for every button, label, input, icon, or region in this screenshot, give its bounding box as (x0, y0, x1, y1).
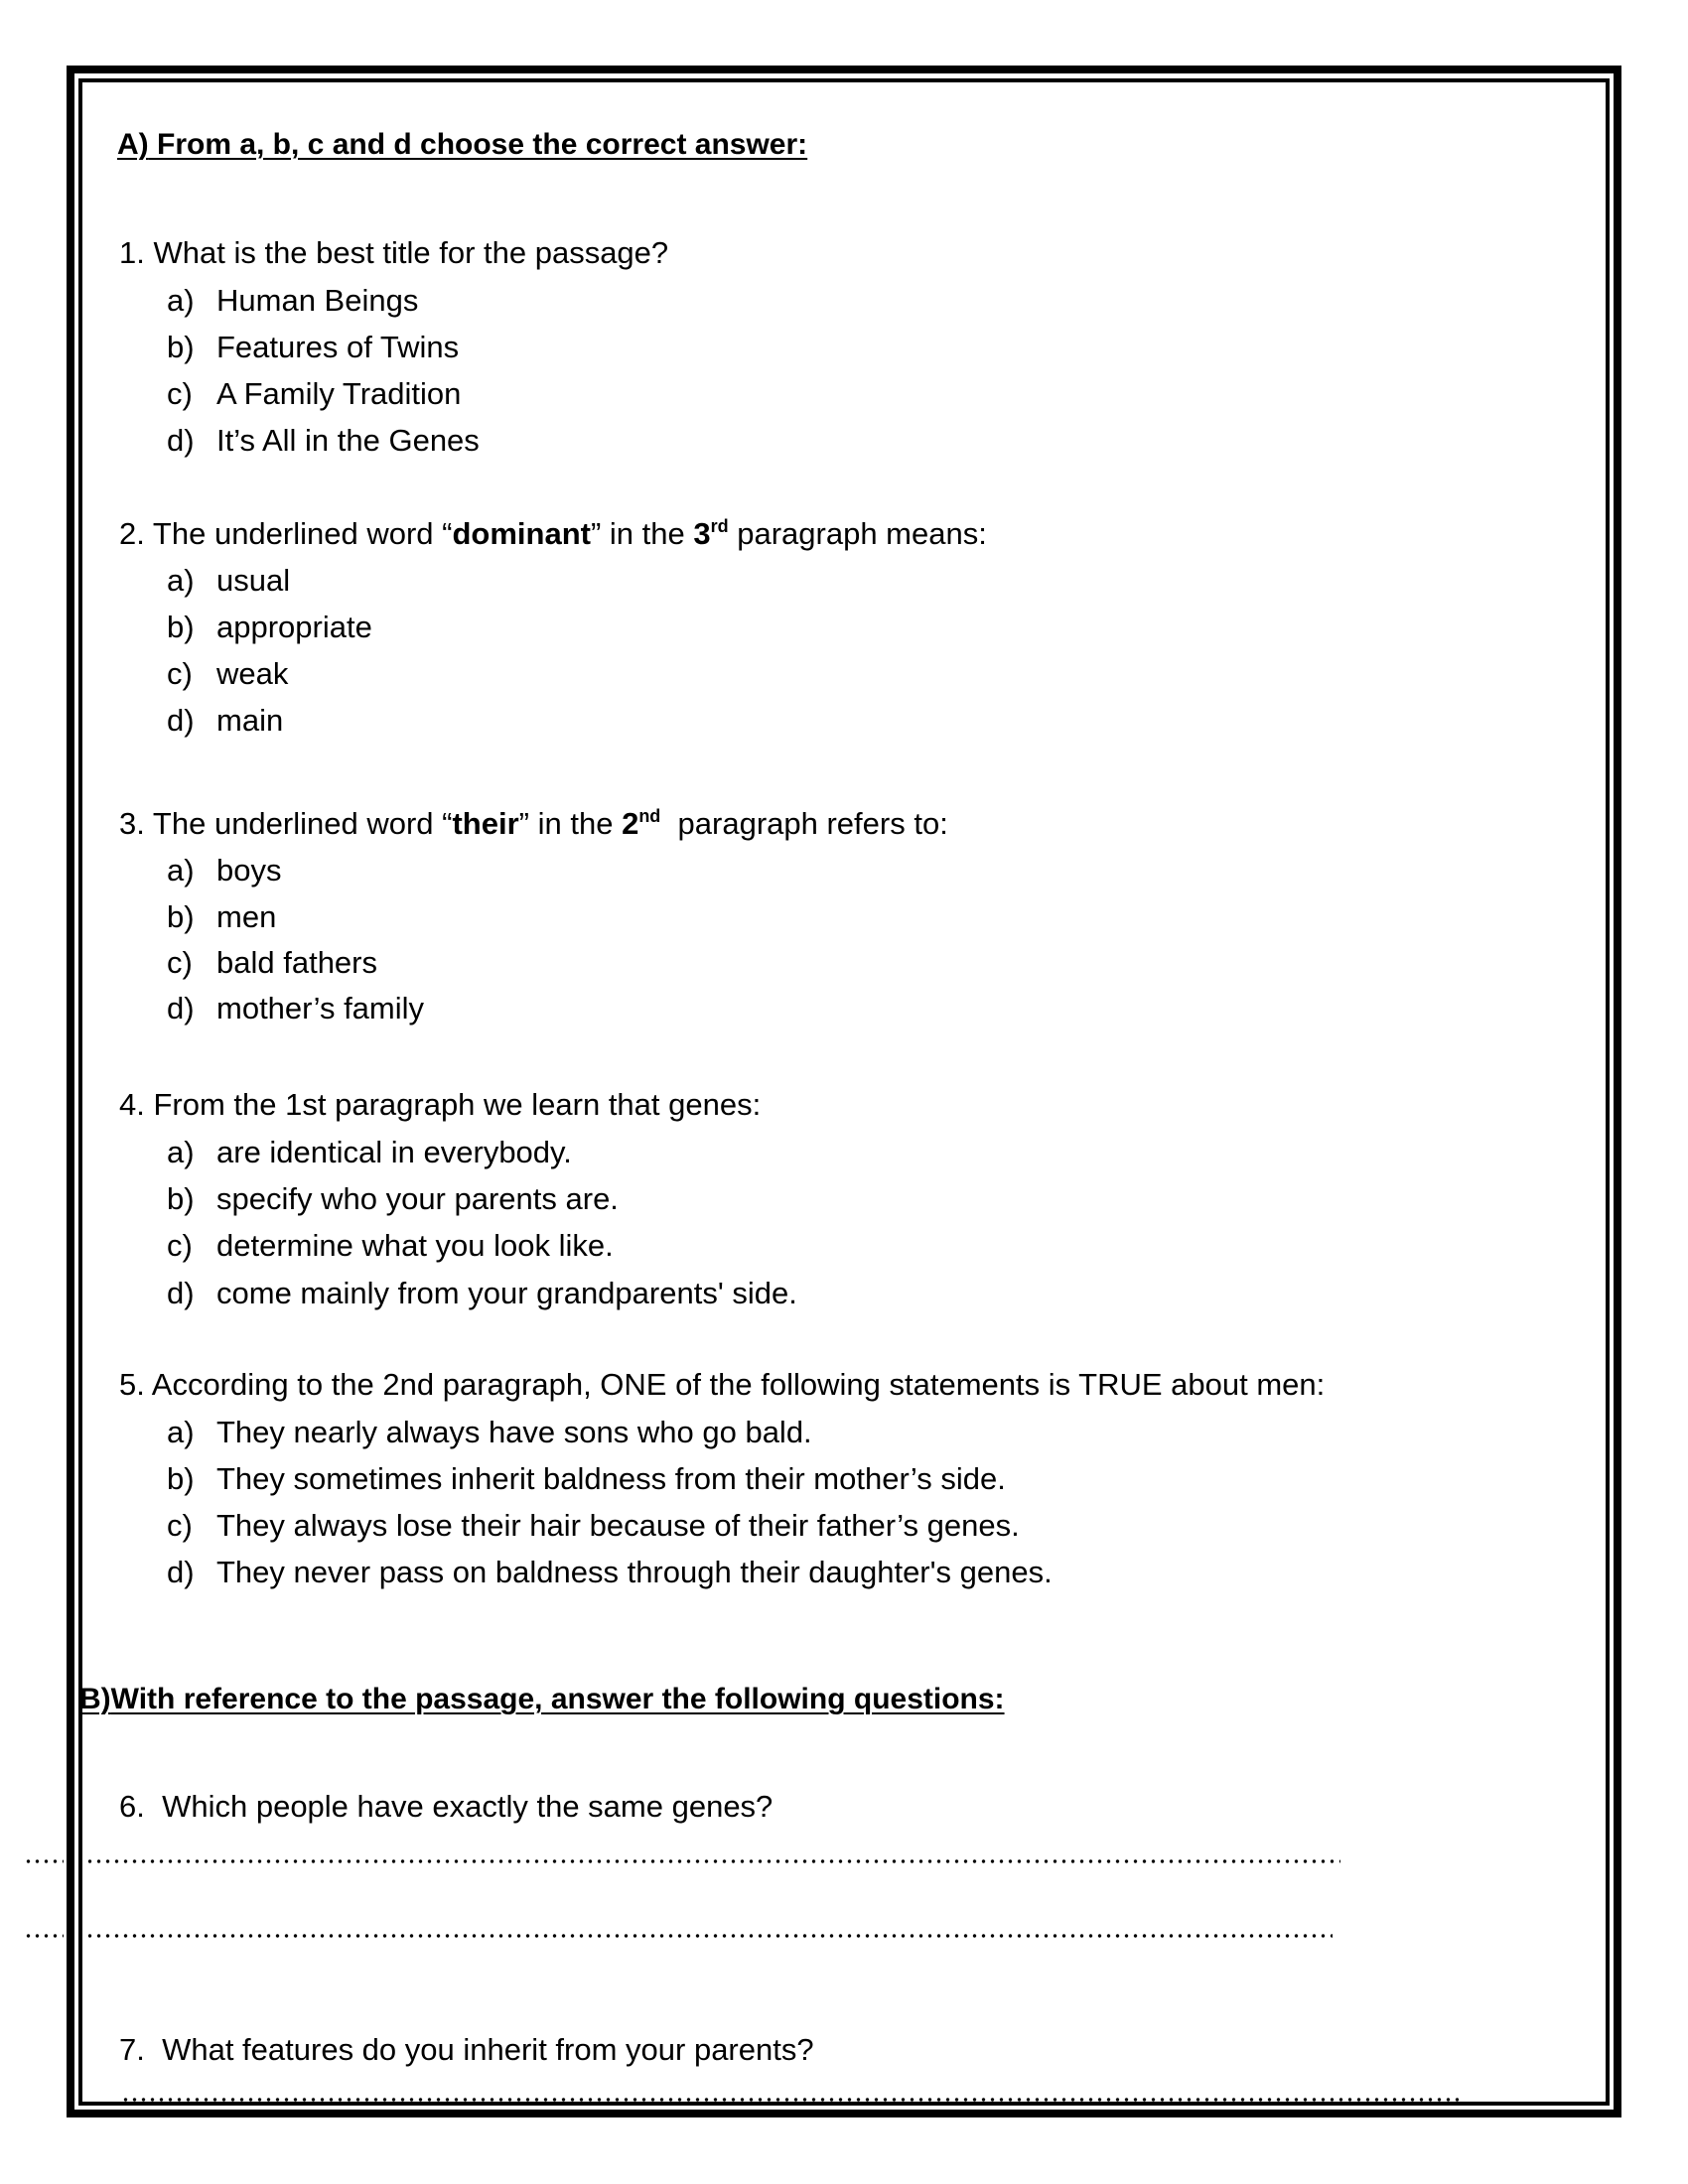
question-number: 7. (119, 2032, 145, 2067)
ordinal-number: 2 (622, 806, 639, 841)
option-text: bald fathers (216, 945, 377, 980)
question-text: ” in the (590, 516, 694, 551)
question-7-stem (119, 2032, 814, 2068)
answer-line-6-2[interactable] (85, 1934, 1333, 1938)
ordinal-suffix: rd (710, 516, 729, 536)
question-text: Which people have exactly the same genes? (162, 1789, 774, 1824)
option-text: usual (216, 563, 291, 598)
answer-line-6-2-margin (24, 1934, 64, 1938)
option-text: They nearly always have sons who go bald. (216, 1415, 812, 1449)
option-letter: c) (167, 656, 193, 691)
option-letter: a) (167, 283, 195, 318)
question-number: 1. (119, 235, 145, 270)
target-word: dominant (452, 516, 591, 551)
question-text: paragraph means: (728, 516, 987, 551)
question-text: According to the 2nd paragraph, ONE of the following statements is TRUE about men: (151, 1367, 1326, 1402)
option-text: weak (216, 656, 289, 691)
section-a-heading (117, 127, 807, 163)
question-number: 2. (119, 516, 145, 551)
option-text: come mainly from your grandparents' side. (216, 1276, 797, 1310)
question-text: From the 1st paragraph we learn that genes: (153, 1087, 762, 1122)
question-text: ” in the (518, 806, 623, 841)
option-text: mother’s family (216, 991, 425, 1025)
section-b-heading (79, 1682, 1005, 1717)
question-4-stem (119, 1087, 761, 1123)
option-text: A Family Tradition (216, 376, 462, 411)
section-b-title: With reference to the passage, answer the following questions: (110, 1683, 1005, 1715)
question-text: The underlined word “ (152, 806, 453, 841)
option-letter: b) (167, 330, 195, 364)
option-text: Human Beings (216, 283, 419, 318)
question-text: paragraph refers to: (660, 806, 948, 841)
question-text: What features do you inherit from your parents? (162, 2032, 814, 2067)
question-number: 4. (119, 1087, 145, 1122)
option-letter: a) (167, 563, 195, 598)
ordinal-number: 3 (693, 516, 711, 551)
option-text: men (216, 899, 277, 934)
option-text: They always lose their hair because of their father’s genes. (216, 1508, 1020, 1543)
option-text: determine what you look like. (216, 1228, 614, 1263)
question-5-stem (119, 1367, 1325, 1403)
option-letter: a) (167, 1135, 195, 1169)
option-text: main (216, 703, 284, 738)
option-text: are identical in everybody. (216, 1135, 572, 1169)
option-letter: a) (167, 853, 195, 887)
ordinal-suffix: nd (638, 806, 661, 826)
option-letter: c) (167, 1228, 193, 1263)
question-number: 3. (119, 806, 145, 841)
question-number: 6. (119, 1789, 145, 1824)
answer-line-6-1-margin (24, 1859, 64, 1863)
question-text: The underlined word “ (152, 516, 453, 551)
option-letter: b) (167, 1181, 195, 1216)
question-2-stem (119, 516, 987, 552)
option-text: appropriate (216, 610, 372, 644)
option-letter: c) (167, 376, 193, 411)
section-a-label: A) (117, 128, 149, 161)
answer-line-7-1[interactable] (121, 2098, 1464, 2102)
option-text: Features of Twins (216, 330, 460, 364)
option-letter: d) (167, 703, 195, 738)
section-b-label: B) (79, 1683, 111, 1715)
option-letter: b) (167, 610, 195, 644)
option-text: They never pass on baldness through their daughter's genes. (216, 1555, 1053, 1589)
option-letter: c) (167, 945, 193, 980)
option-letter: d) (167, 1276, 195, 1310)
option-letter: d) (167, 991, 195, 1025)
option-letter: a) (167, 1415, 195, 1449)
option-letter: c) (167, 1508, 193, 1543)
option-text: specify who your parents are. (216, 1181, 619, 1216)
option-letter: d) (167, 423, 195, 458)
option-letter: b) (167, 1461, 195, 1496)
section-a-title: From a, b, c and d choose the correct answer: (148, 128, 808, 161)
option-text: boys (216, 853, 282, 887)
option-letter: b) (167, 899, 195, 934)
question-6-stem (119, 1789, 773, 1825)
question-1-stem (119, 235, 668, 271)
option-text: It’s All in the Genes (216, 423, 480, 458)
question-3-stem (119, 806, 948, 842)
answer-line-6-1[interactable] (85, 1859, 1340, 1863)
question-number: 5. (119, 1367, 145, 1402)
target-word: their (452, 806, 519, 841)
option-text: They sometimes inherit baldness from their mother’s side. (216, 1461, 1006, 1496)
question-text: What is the best title for the passage? (153, 235, 669, 270)
option-letter: d) (167, 1555, 195, 1589)
